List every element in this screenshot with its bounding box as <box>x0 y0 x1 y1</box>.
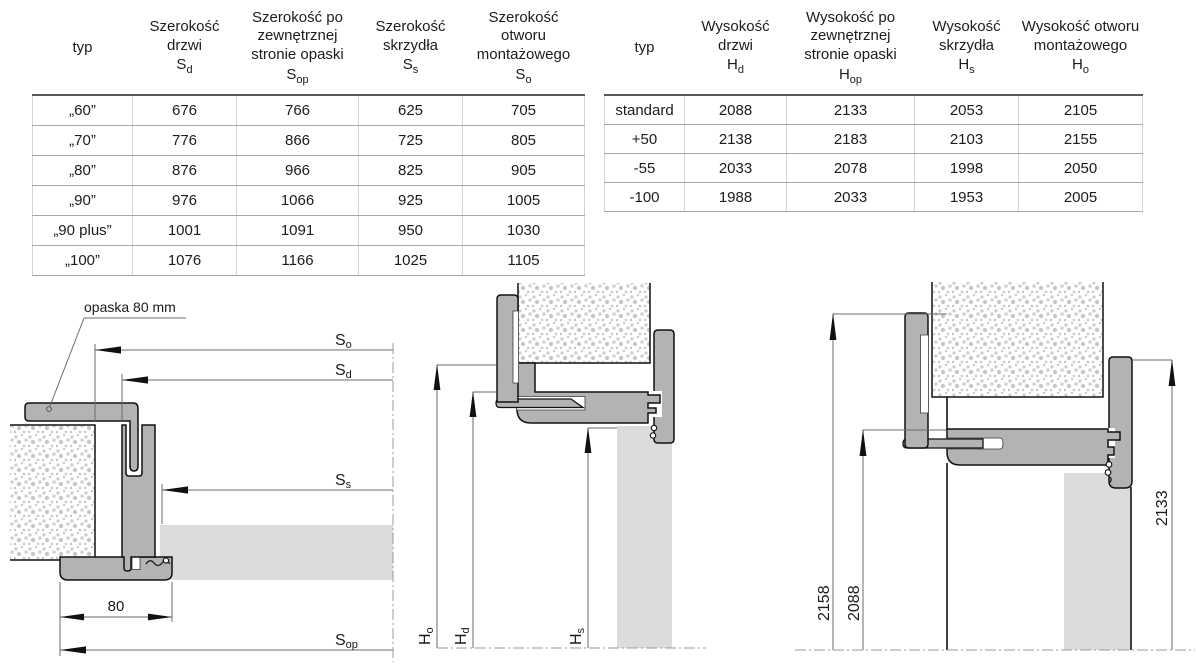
column-header-3: Wysokość skrzydła $H_s$ <box>915 2 1019 95</box>
door-leaf <box>1064 473 1131 650</box>
dimension-value: 825 <box>359 156 463 186</box>
dimension-ss <box>162 472 393 524</box>
dimension-value: 2053 <box>915 95 1019 125</box>
column-header-0: typ <box>605 2 685 95</box>
dimension-value: 725 <box>359 126 463 156</box>
svg-text:Sd: Sd <box>335 362 352 381</box>
table-row <box>33 126 585 156</box>
dimension-value: 966 <box>237 156 359 186</box>
dimension-value: 2105 <box>1019 95 1143 125</box>
svg-text:opaska 80 mm: opaska 80 mm <box>84 299 176 315</box>
row-type-label: „100” <box>33 246 133 276</box>
svg-text:Ss: Ss <box>335 472 352 491</box>
svg-text:So: So <box>335 332 352 351</box>
door-leaf <box>160 525 393 580</box>
dimension-value: 676 <box>133 95 237 126</box>
dimension-value: 2138 <box>685 125 787 154</box>
svg-text:80: 80 <box>107 598 125 615</box>
dimension-value: 950 <box>359 216 463 246</box>
row-type-label: +50 <box>605 125 685 154</box>
horizontal-section-diagram <box>0 280 410 671</box>
dimension-value: 1166 <box>237 246 359 276</box>
dimension-value: 2103 <box>915 125 1019 154</box>
dimension-value: 2155 <box>1019 125 1143 154</box>
width-dimensions-table <box>32 2 585 276</box>
column-header-2: Szerokość po zewnętrznej stronie opaski $S_{op}$ <box>237 2 359 95</box>
table-row <box>605 183 1143 212</box>
svg-text:2133: 2133 <box>1154 490 1171 526</box>
frame-head-profile <box>517 363 660 423</box>
dimension-value: 2033 <box>787 183 915 212</box>
dimension-2133 <box>1132 359 1175 650</box>
column-header-2: Wysokość po zewnętrznej stronie opaski $H_{op}$ <box>787 2 915 95</box>
svg-text:Hs: Hs <box>568 627 587 645</box>
casing-bottom <box>60 556 172 581</box>
dimension-value: 1066 <box>237 186 359 216</box>
dimension-value: 625 <box>359 95 463 126</box>
column-header-4: Szerokość otworu montażowego $S_o$ <box>463 2 585 95</box>
dimension-value: 1001 <box>133 216 237 246</box>
table-row <box>33 216 585 246</box>
dimension-value: 1105 <box>463 246 585 276</box>
wall-section <box>518 283 650 363</box>
row-type-label: „70” <box>33 126 133 156</box>
dimension-value: 2133 <box>787 95 915 125</box>
table-row <box>33 156 585 186</box>
dimension-value: 2088 <box>685 95 787 125</box>
vertical-section-full-diagram <box>780 280 1196 671</box>
width-table-header-row <box>33 2 585 95</box>
table-row <box>605 125 1143 154</box>
dimension-value: 905 <box>463 156 585 186</box>
casing-outer <box>1109 357 1132 488</box>
table-row <box>605 154 1143 183</box>
column-header-1: Szerokość drzwi $S_d$ <box>133 2 237 95</box>
height-table-header-row <box>605 2 1143 95</box>
dimension-value: 1998 <box>915 154 1019 183</box>
svg-text:2088: 2088 <box>846 585 863 621</box>
dimension-value: 976 <box>133 186 237 216</box>
dimension-value: 1025 <box>359 246 463 276</box>
dimension-value: 766 <box>237 95 359 126</box>
dimension-value: 1953 <box>915 183 1019 212</box>
dimension-value: 776 <box>133 126 237 156</box>
dimension-value: 2005 <box>1019 183 1143 212</box>
dimension-value: 2050 <box>1019 154 1143 183</box>
column-header-0: typ <box>33 2 133 95</box>
casing-inner-rebate <box>921 335 929 413</box>
row-type-label: „90 plus” <box>33 216 133 246</box>
dimension-value: 2033 <box>685 154 787 183</box>
table-row <box>33 186 585 216</box>
dimension-value: 876 <box>133 156 237 186</box>
table-row <box>33 246 585 276</box>
row-type-label: -55 <box>605 154 685 183</box>
dimension-value: 2078 <box>787 154 915 183</box>
svg-text:2158: 2158 <box>816 585 833 621</box>
svg-text:Ho: Ho <box>417 627 436 645</box>
dimension-sd <box>122 362 393 421</box>
dimension-hs <box>568 427 617 648</box>
row-type-label: -100 <box>605 183 685 212</box>
dimension-value: 705 <box>463 95 585 126</box>
column-header-4: Wysokość otworu montażowego $H_o$ <box>1019 2 1143 95</box>
dimension-2088 <box>846 429 946 650</box>
dimension-hd <box>453 391 497 648</box>
dimension-value: 805 <box>463 126 585 156</box>
row-type-label: „90” <box>33 186 133 216</box>
casing-inner-rebate <box>513 311 519 383</box>
dimension-value: 1076 <box>133 246 237 276</box>
svg-text:Hd: Hd <box>453 627 472 645</box>
row-type-label: „80” <box>33 156 133 186</box>
height-dimensions-table <box>604 2 1143 212</box>
table-row <box>605 95 1143 125</box>
column-header-3: Szerokość skrzydła $S_s$ <box>359 2 463 95</box>
dimension-value: 1005 <box>463 186 585 216</box>
dimension-value: 925 <box>359 186 463 216</box>
wall-section <box>932 282 1103 397</box>
dimension-value: 1030 <box>463 216 585 246</box>
dimension-ho <box>417 364 497 648</box>
dimension-sop <box>60 632 393 654</box>
table-row <box>33 95 585 126</box>
dimension-value: 866 <box>237 126 359 156</box>
row-type-label: „60” <box>33 95 133 126</box>
door-leaf <box>617 426 672 648</box>
casing-outer <box>654 330 674 443</box>
column-header-1: Wysokość drzwi $H_d$ <box>685 2 787 95</box>
casing-callout <box>47 299 186 411</box>
dimension-value: 2183 <box>787 125 915 154</box>
dimension-80 <box>60 582 172 656</box>
row-type-label: standard <box>605 95 685 125</box>
wall-section <box>10 425 95 560</box>
svg-text:Sop: Sop <box>335 632 358 651</box>
vertical-section-top-diagram <box>410 280 710 671</box>
dimension-value: 1988 <box>685 183 787 212</box>
dimension-value: 1091 <box>237 216 359 246</box>
